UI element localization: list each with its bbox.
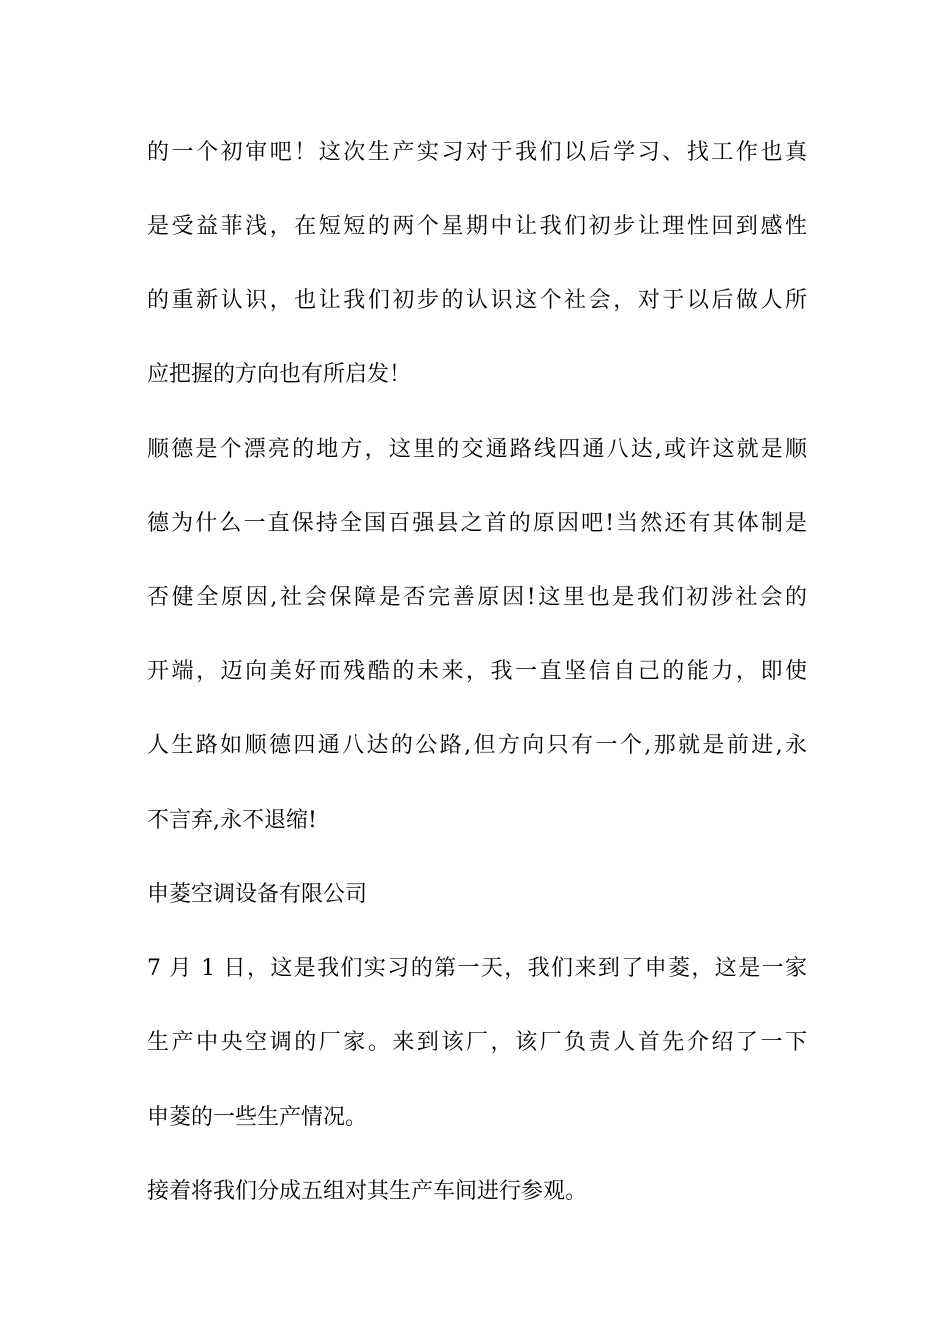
- paragraph-line: 申菱的一些生产情况。: [147, 1105, 368, 1130]
- paragraph-line: 开端，迈向美好而残酷的未来，我一直坚信自己的能力，即使: [147, 659, 807, 684]
- paragraph-line: 德为什么一直保持全国百强县之首的原因吧!当然还有其体制是: [147, 511, 807, 536]
- paragraph-line: 否健全原因,社会保障是否完善原因!这里也是我们初涉社会的: [147, 585, 807, 610]
- paragraph-line: 顺德是个漂亮的地方，这里的交通路线四通八达,或许这就是顺: [147, 437, 807, 462]
- paragraph-line: 7 月 1 日，这是我们实习的第一天，我们来到了申菱，这是一家: [147, 956, 807, 981]
- paragraph-line: 应把握的方向也有所启发！: [147, 362, 412, 387]
- paragraph-line: 是受益菲浅，在短短的两个星期中让我们初步让理性回到感性: [147, 214, 807, 239]
- paragraph-line: 的重新认识，也让我们初步的认识这个社会，对于以后做人所: [147, 288, 807, 313]
- section-heading: 申菱空调设备有限公司: [147, 882, 368, 907]
- paragraph-line: 的一个初审吧！这次生产实习对于我们以后学习、找工作也真: [147, 140, 807, 165]
- paragraph-line: 生产中央空调的厂家。来到该厂，该厂负责人首先介绍了一下: [147, 1030, 807, 1055]
- paragraph-line: 不言弃,永不退缩!: [147, 808, 317, 833]
- paragraph-line: 接着将我们分成五组对其生产车间进行参观。: [147, 1179, 588, 1204]
- paragraph-line: 人生路如顺德四通八达的公路,但方向只有一个,那就是前进,永: [147, 733, 807, 758]
